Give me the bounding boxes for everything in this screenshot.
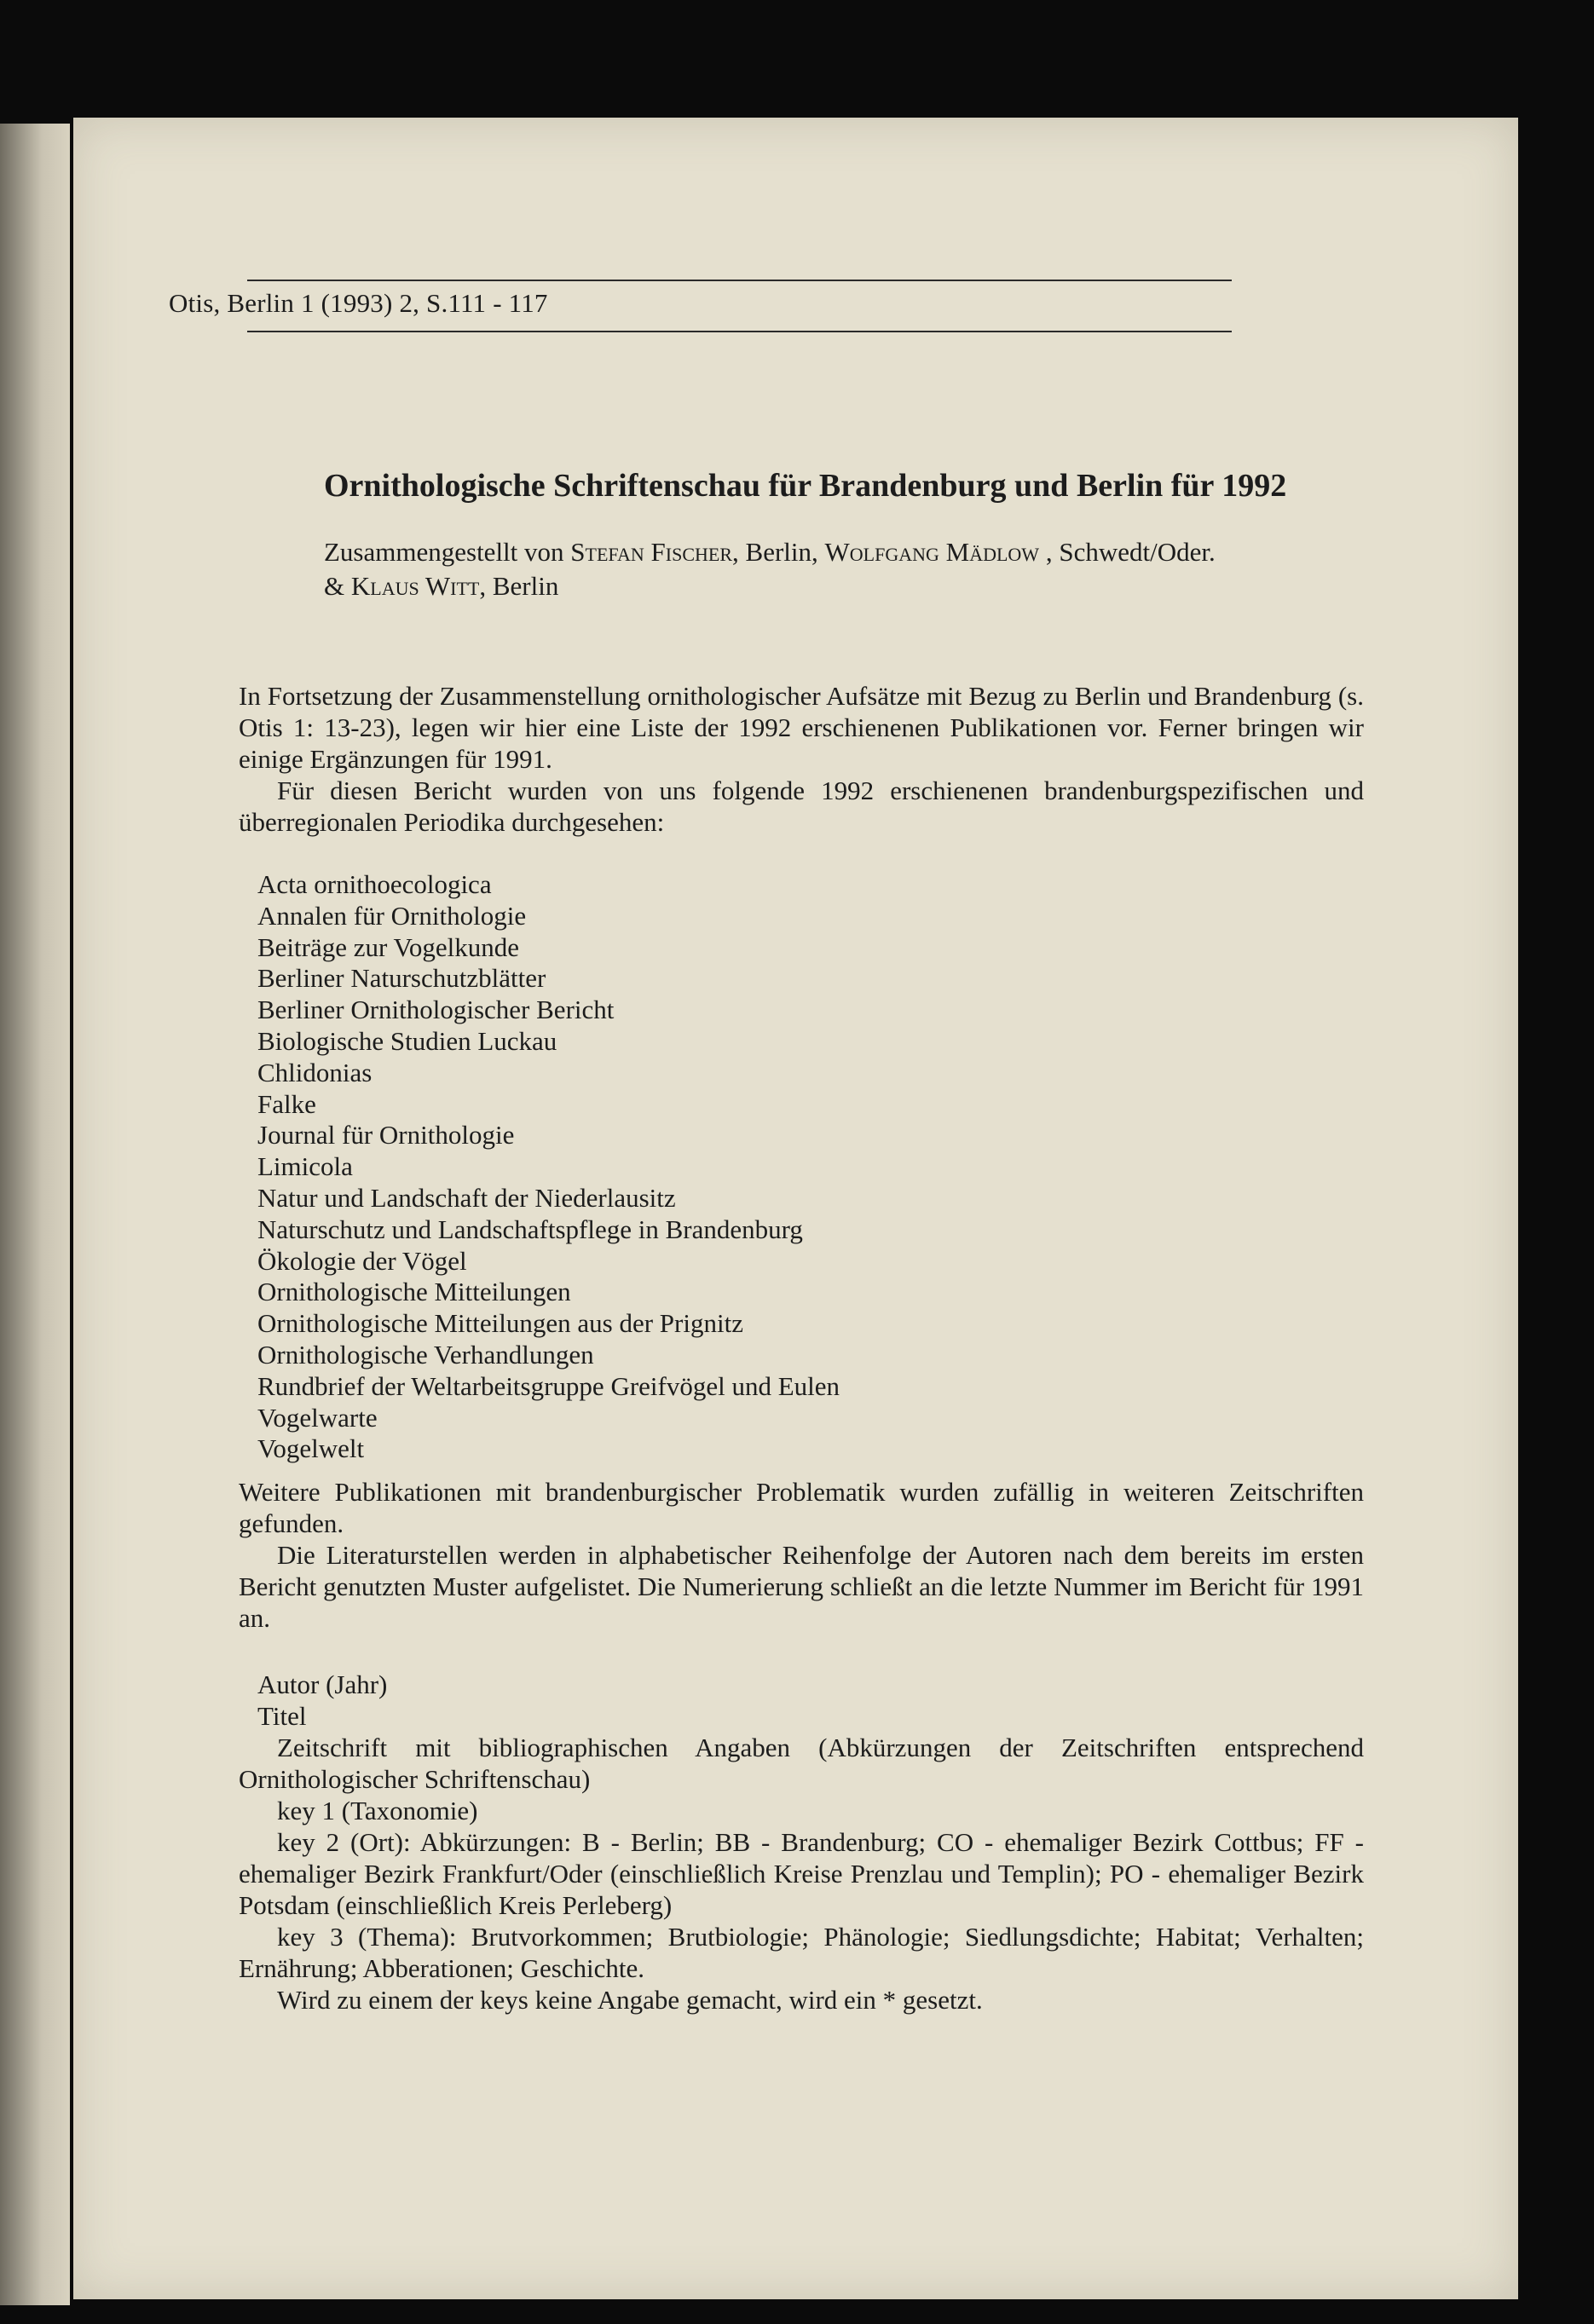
article-title: Ornithologische Schriftenschau für Brandenburg und Berlin für 1992 (324, 468, 1287, 504)
legend-key-1: key 1 (Taxonomie) (277, 1796, 478, 1825)
list-item: Ökologie der Vögel (257, 1245, 467, 1276)
list-item: Annalen für Ornithologie (257, 900, 527, 931)
author-fischer: Stefan Fischer (570, 537, 733, 567)
periodicals-list (257, 869, 840, 1465)
list-item: Ornithologische Mitteilungen (257, 1277, 571, 1307)
legend-key-3: key 3 (Thema): Brutvorkommen; Brutbiologie; Phänologie; Siedlungsdichte; Habitat; Verhalten; Ernährung; Abberationen; Geschichte. (239, 1922, 1364, 1983)
intro-section (239, 680, 1364, 838)
legend-title: Titel (257, 1701, 307, 1731)
list-item: Berliner Naturschutzblätter (257, 963, 546, 994)
further-paragraph-2: Die Literaturstellen werden in alphabetischer Reihenfolge der Autoren nach dem bereits im ersten Bericht genutzten Muster aufgelistet. Die Numerierung schließt an die letzte Nummer im Bericht für 1991 an. (239, 1540, 1364, 1633)
legend-author: Autor (Jahr) (257, 1669, 388, 1699)
list-item: Naturschutz und Landschaftspflege in Brandenburg (257, 1214, 803, 1244)
facing-page-edge (0, 124, 70, 2305)
legend-note: Wird zu einem der keys keine Angabe gemacht, wird ein * gesetzt. (277, 1985, 983, 2015)
list-item: Falke (257, 1088, 316, 1119)
author-witt: Klaus Witt (350, 571, 480, 601)
legend-key-2: key 2 (Ort): Abkürzungen: B - Berlin; BB - Brandenburg; CO - ehemaliger Bezirk Cottbus; FF - ehemaliger Bezirk Frankfurt/Oder (einschließlich Kreise Prenzlau und Templin); PO - ehemaliger Bezirk Potsdam (einschließlich Kreis Perleberg) (239, 1827, 1364, 1920)
list-item: Journal für Ornithologie (257, 1120, 515, 1150)
list-item: Chlidonias (257, 1057, 373, 1087)
list-item: Acta ornithoecologica (257, 869, 492, 899)
list-item: Ornithologische Mitteilungen aus der Prignitz (257, 1308, 743, 1339)
author-line: Zusammengestellt von Stefan Fischer, Berlin, Wolfgang Mädlow , Schwedt/Oder. & Klaus Witt, Berlin (324, 537, 1216, 601)
journal-citation: Otis, Berlin 1 (1993) 2, S.111 - 117 (169, 288, 548, 318)
intro-paragraph-2: Für diesen Bericht wurden von uns folgende 1992 erschienenen brandenburgspezifischen und überregionalen Periodika durchgesehen: (239, 776, 1364, 837)
list-item: Ornithologische Verhandlungen (257, 1339, 594, 1370)
entry-template-keys (239, 1732, 1364, 2015)
legend-journal: Zeitschrift mit bibliographischen Angaben (Abkürzungen der Zeitschriften entsprechend Ornithologischer Schriftenschau) (239, 1733, 1364, 1794)
list-item: Limicola (257, 1151, 353, 1182)
list-item: Natur und Landschaft der Niederlausitz (257, 1182, 676, 1213)
list-item: Beiträge zur Vogelkunde (257, 931, 520, 962)
further-section (239, 1476, 1364, 1634)
further-paragraph-1: Weitere Publikationen mit brandenburgischer Problematik wurden zufällig in weiteren Zeitschriften gefunden. (239, 1477, 1364, 1538)
list-item: Vogelwelt (257, 1433, 365, 1464)
header-rule-top (247, 280, 1232, 281)
list-item: Biologische Studien Luckau (257, 1025, 557, 1056)
list-item: Vogelwarte (257, 1402, 378, 1433)
header-rule-bottom (247, 331, 1232, 332)
list-item: Berliner Ornithologischer Bericht (257, 995, 615, 1025)
entry-template-legend (257, 1669, 387, 1732)
intro-paragraph-1: In Fortsetzung der Zusammenstellung ornithologischer Aufsätze mit Bezug zu Berlin und Brandenburg (s. Otis 1: 13-23), legen wir hier eine Liste der 1992 erschienenen Publikationen vor. Ferner bringen wir einige Ergänzungen für 1991. (239, 681, 1364, 774)
author-maedlow: Wolfgang Mädlow (824, 537, 1040, 567)
list-item: Rundbrief der Weltarbeitsgruppe Greifvögel und Eulen (257, 1370, 840, 1401)
